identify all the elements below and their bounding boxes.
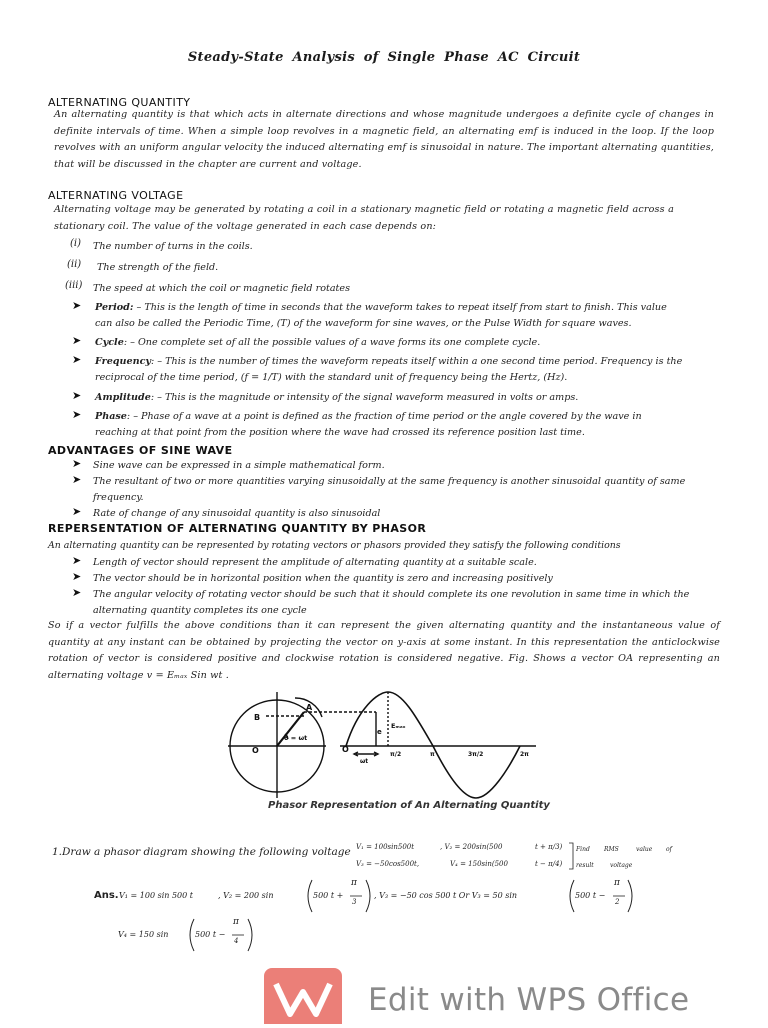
advantage-item: The resultant of two or more quantities varying sinusoidally at the same frequency is another sinusoidal quantity of same [93, 476, 686, 487]
answer-eq4b: 500 t − [195, 930, 226, 939]
phasor-intro: An alternating quantity can be represented by rotating vectors or phasors provided they satisfy the following conditions [48, 540, 621, 551]
page-title: Steady-State Analysis of Single Phase AC Circuit [187, 50, 581, 65]
question-rms: RMS [604, 846, 619, 853]
sine-wave [346, 692, 520, 798]
question-result: result [576, 862, 594, 869]
heading-alternating-quantity: ALTERNATING QUANTITY [48, 96, 191, 109]
wps-edit-label: Edit with WPS Office [368, 982, 690, 1018]
list-item: The strength of the field. [97, 262, 219, 273]
definition-period: Period: – This is the length of time in seconds that the waveform takes to repeat itself from start to finish. This value [95, 302, 667, 313]
definition-frequency-cont: reciprocal of the time period, (ƒ = 1/T) with the standard unit of frequency being the Hertz, (Hz). [95, 372, 568, 383]
heading-advantages: ADVANTAGES OF SINE WAVE [48, 444, 233, 457]
wps-logo-icon [264, 968, 342, 1024]
question-value: value [636, 846, 653, 853]
bullet-arrow-icon: ➤ [72, 389, 82, 402]
label-o1: O [252, 746, 259, 755]
label-a: A [306, 703, 313, 712]
bullet-arrow-icon: ➤ [72, 299, 82, 312]
bullet-arrow-icon: ➤ [72, 457, 82, 470]
paragraph-alternating-voltage: Alternating voltage may be generated by rotating a coil in a stationary magnetic field or rotating a magnetic field across a stationary coil. The value of the voltage generated in each case depends on: [54, 204, 674, 232]
answer-pi: π [614, 878, 620, 888]
question-text: 1.Draw a phasor diagram showing the following voltage [52, 846, 351, 858]
phasor-condition-cont: alternating quantity completes its one cycle [93, 605, 307, 616]
question-v2b: t + π/3) [535, 843, 563, 851]
phasor-figure [228, 690, 538, 800]
definition-amplitude: Amplitude: – This is the magnitude or intensity of the signal waveform measured in volts or amps. [95, 392, 579, 403]
label-pi-2: π/2 [390, 751, 402, 758]
bullet-arrow-icon: ➤ [72, 554, 82, 567]
definition-phase-cont: reaching at that point from the position where the wave had crossed its reference position last time. [95, 427, 585, 438]
bullet-arrow-icon: ➤ [72, 473, 82, 486]
heading-phasor: REPERSENTATION OF ALTERNATING QUANTITY BY PHASOR [48, 522, 427, 535]
question-v1: V₁ = 100sin500t [356, 843, 415, 851]
paragraph-alternating-quantity: An alternating quantity is that which acts in alternate directions and whose magnitude undergoes a definite cycle of changes in definite intervals of time. When a simple loop revolves in a magnetic field, an alternating emf is induced in the loop. If the loop revolves with an uniform angular velocity the induced alternating emf is sinusoidal in nature. The important alternating quantities, that will be discussed in the chapter are current and voltage. [54, 109, 714, 170]
question-find: Find [576, 846, 590, 853]
definition-period-cont: can also be called the Periodic Time, (T) of the waveform for sine waves, or the Pulse Width for square waves. [95, 318, 632, 329]
bullet-arrow-icon: ➤ [72, 570, 82, 583]
list-item: The number of turns in the coils. [93, 241, 253, 252]
bullet-arrow-icon: ➤ [72, 586, 82, 599]
answer-eq1: V₁ = 100 sin 500 t [119, 891, 193, 900]
figure-caption: Phasor Representation of An Alternating Quantity [268, 800, 550, 811]
phasor-condition: The vector should be in horizontal position when the quantity is zero and increasing positively [93, 573, 553, 584]
list-number: (ii) [67, 259, 82, 270]
question-voltage: voltage [610, 862, 633, 869]
definition-cycle: Cycle: – One complete set of all the possible values of a wave forms its one complete cycle. [95, 337, 541, 348]
wps-watermark[interactable] [264, 968, 704, 1024]
question-v4b: t − π/4) [535, 860, 563, 868]
definition-frequency: Frequency: – This is the number of times the waveform repeats itself within a one second time period. Frequency is the [95, 356, 683, 367]
question-v4: V₄ = 150sin(500 [450, 860, 508, 868]
definition-phase: Phase: – Phase of a wave at a point is defined as the fraction of time period or the angle covered by the wave in [95, 411, 642, 422]
phasor-condition: The angular velocity of rotating vector should be such that it should complete its one revolution in same time in which the [93, 589, 690, 600]
label-e: e [377, 728, 382, 736]
bullet-arrow-icon: ➤ [72, 505, 82, 518]
answer-pi: π [233, 917, 239, 927]
answer-eq3b: 500 t − [575, 891, 606, 900]
bracket-icon [568, 842, 576, 870]
label-2pi: 2π [520, 751, 529, 758]
bullet-arrow-icon: ➤ [72, 408, 82, 421]
list-item: The speed at which the coil or magnetic field rotates [93, 283, 350, 294]
label-b: B [254, 713, 261, 722]
answer-label: Ans. [94, 890, 119, 901]
bullet-arrow-icon: ➤ [72, 353, 82, 366]
answer-three: 3 [352, 898, 357, 906]
question-v2: , V₂ = 200sin(500 [440, 843, 503, 851]
answer-eq2: , V₂ = 200 sin [218, 891, 274, 900]
paragraph-phasor: So if a vector fulfills the above conditions than it can represent the given alternating quantity and the instantaneous value of quantity at any instant can be obtained by projecting the vector on y-axis at some instant. In this representation the anticlockwise rotation of vector is considered positive and clockwise rotation is considered negative. Fig. Shows a vector OA representing an alternating voltage v = Eₘₐₓ Sin wt . [48, 620, 720, 681]
heading-alternating-voltage: ALTERNATING VOLTAGE [48, 189, 184, 202]
answer-eq3: , V₃ = −50 cos 500 t Or V₃ = 50 sin [374, 891, 518, 900]
label-pi: π [430, 751, 435, 758]
label-theta: θ = ωt [284, 734, 308, 742]
answer-four: 4 [234, 937, 239, 945]
label-emax: Eₘₐₓ [391, 722, 406, 730]
answer-two: 2 [615, 898, 620, 906]
label-3pi-2: 3π/2 [468, 751, 484, 758]
label-wt: ωt [360, 758, 369, 765]
phasor-condition: Length of vector should represent the amplitude of alternating quantity at a suitable scale. [93, 557, 537, 568]
question-of: of [666, 846, 672, 853]
advantage-item-cont: frequency. [93, 492, 144, 503]
list-number: (iii) [65, 280, 83, 291]
bullet-arrow-icon: ➤ [72, 334, 82, 347]
answer-eq4: V₄ = 150 sin [118, 930, 169, 939]
label-o2: O [342, 745, 349, 754]
answer-pi: π [351, 878, 357, 888]
advantage-item: Rate of change of any sinusoidal quantity is also sinusoidal [93, 508, 381, 519]
list-number: (i) [70, 238, 82, 249]
answer-eq2b: 500 t + [313, 891, 344, 900]
question-v3: V₃ = −50cos500t, [356, 860, 420, 868]
advantage-item: Sine wave can be expressed in a simple mathematical form. [93, 460, 385, 471]
